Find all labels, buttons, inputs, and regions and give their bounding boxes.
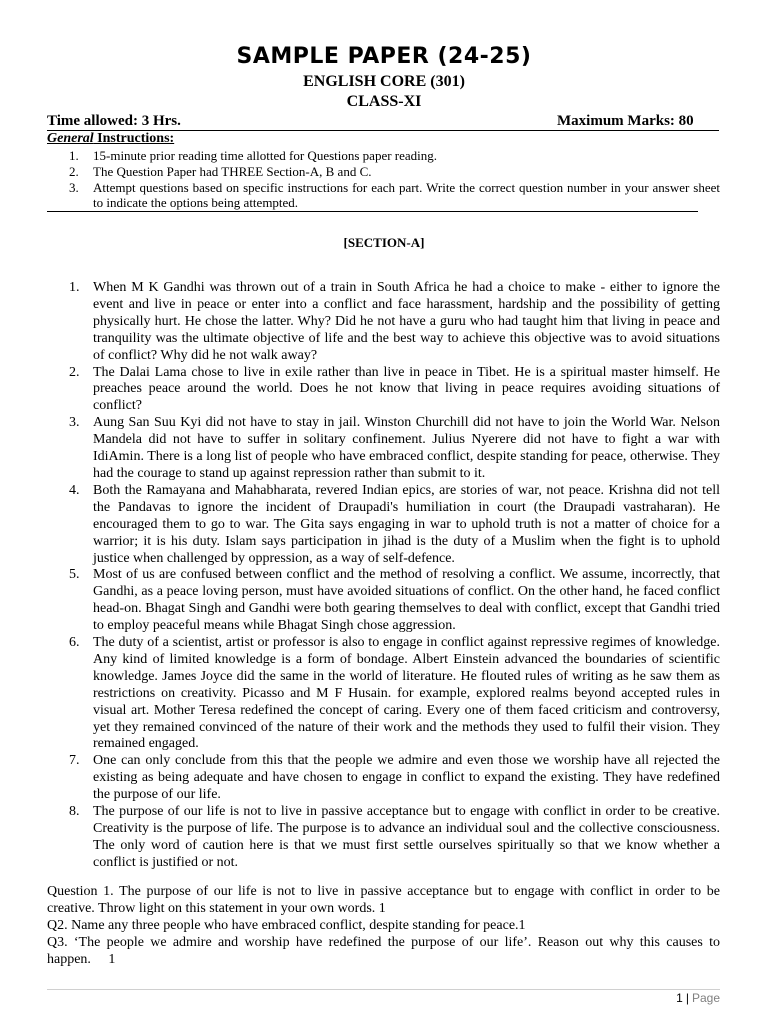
instructions-heading <box>47 131 174 147</box>
question-2: Q2. Name any three people who have embraced conflict, despite standing for peace.1 <box>47 917 526 933</box>
passage-paragraph <box>47 567 720 635</box>
passage-paragraph <box>47 415 720 483</box>
questions-block <box>47 884 720 969</box>
instruction-text: 15-minute prior reading time allotted for Questions paper reading. <box>93 148 438 163</box>
paragraph-text: One can only conclude from this that the people we admire and even those we worship have all rejected the existing as being adequate and have chosen to engage in conflict to expand the existing. They have redefined the purpose of our life. <box>93 753 720 803</box>
subject-title: ENGLISH CORE (301) <box>303 73 465 90</box>
question-1: Question 1. The purpose of our life is not to live in passive acceptance but to engage with conflict in order to be creative. Throw light on this statement in your own words. 1 <box>47 884 720 916</box>
instruction-item <box>47 164 720 180</box>
paragraph-text: Aung San Suu Kyi did not have to stay in jail. Winston Churchill did not have to join the World War. Nelson Mandela did not have to suffer in solitary confinement. Julius Nyerere did not have to fight a war with IdiAmin. There is a long list of people who have embraced conflict, despite standing for peace, otherwise. They had the courage to stand up against repression rather than submit to it. <box>93 415 720 481</box>
instruction-text: The Question Paper had THREE Section-A, B and C. <box>93 163 372 179</box>
instruction-item <box>47 148 720 164</box>
paragraph-number: 7. <box>69 753 80 769</box>
footer-separator: | <box>685 991 689 1005</box>
instructions-heading-rest: Instructions: <box>93 131 175 146</box>
paragraph-text: The Dalai Lama chose to live in exile rather than live in peace in Tibet. He is a spiritual master himself. He preaches peace around the world. Does he not know that living in peace requires avoiding situations of conflict? <box>93 364 720 414</box>
passage-list <box>47 280 720 872</box>
page-label: Page <box>691 991 720 1005</box>
paragraph-number: 6. <box>69 635 80 651</box>
instruction-number: 3. <box>69 179 79 195</box>
paragraph-number: 4. <box>69 482 80 498</box>
instructions-divider <box>47 211 698 212</box>
passage-paragraph <box>47 804 720 872</box>
footer-divider <box>47 989 720 990</box>
passage-paragraph <box>47 483 720 568</box>
paragraph-number: 3. <box>69 415 80 431</box>
time-allowed: Time allowed: 3 Hrs. <box>47 113 181 129</box>
paragraph-number: 1. <box>69 280 80 295</box>
section-label: [SECTION-A] <box>343 235 425 250</box>
instructions-list <box>47 148 720 211</box>
paragraph-text: Both the Ramayana and Mahabharata, revered Indian epics, are stories of war, not peace. Krishna did not tell the Pandavas to ignore the incident of Draupadi's humiliation in court (the Draupadi vastraharan). He encouraged them to go to war. The Gita says engaging in war to uphold truth is not a matter of choice for a warrior; it is his duty. Islam says participation in jihad is the duty of a Muslim when the fight is to uphold justice when challenged by oppression, as a way of self-defence. <box>93 482 720 566</box>
page-number: 1 <box>676 991 683 1005</box>
passage-paragraph <box>47 753 720 804</box>
instruction-number: 1. <box>69 148 79 163</box>
instruction-text: Attempt questions based on specific instructions for each part. Write the correct question number in your answer sheet to indicate the options being attempted. <box>93 179 720 211</box>
page-footer <box>0 991 720 1005</box>
paragraph-text: The duty of a scientist, artist or professor is also to engage in conflict against repressive regimes of knowledge. Any kind of limited knowledge is a form of bondage. Albert Einstein advanced the boundaries of scientific knowledge. James Joyce did the same in the world of literature. He flouted rules of writing as he saw them as restrictions on creativity. Picasso and M F Husain. for example, explored realms beyond accepted rules in visual art. Mother Teresa redefined the concept of caring. Every one of them faced criticism and controversy, yet they remained convinced of the nature of their work and the methods they used to fulfil their vision. They remained engaged. <box>93 635 720 752</box>
paragraph-text: When M K Gandhi was thrown out of a train in South Africa he had a choice to make - either to ignore the event and live in peace or enter into a conflict and face harassment, hardship and the possibility of getting physically hurt. He chose the latter. Why? Did he not have a guru who had taught him that living in peace and tranquility was the ultimate objective of life and the best way to achieve this objective was to avoid situations of conflict? Why did he not walk away? <box>93 280 720 363</box>
maximum-marks: Maximum Marks: 80 <box>557 113 694 129</box>
paper-title: SAMPLE PAPER (24-25) <box>236 44 532 69</box>
passage-paragraph <box>47 280 720 365</box>
paragraph-text: Most of us are confused between conflict and the method of resolving a conflict. We assume, incorrectly, that Gandhi, as a peace loving person, must have avoided situations of conflict. On the other hand, he faced conflict head-on. Bhagat Singh and Gandhi were both gearing themselves to deal with conflict, except that Gandhi tried to employ peaceful means while Bhagat Singh chose aggression. <box>93 567 720 634</box>
paragraph-number: 8. <box>69 804 80 820</box>
paragraph-number: 5. <box>69 567 80 583</box>
question-3: Q3. ‘The people we admire and worship have redefined the purpose of our life’. Reason out why this causes to happen. 1 <box>47 934 720 967</box>
instruction-number: 2. <box>69 163 79 179</box>
passage-paragraph <box>47 635 720 753</box>
instructions-heading-italic: General <box>47 131 94 146</box>
paragraph-number: 2. <box>69 364 80 380</box>
passage-paragraph <box>47 365 720 416</box>
paragraph-text: The purpose of our life is not to live in passive acceptance but to engage with conflict in order to be creative. Creativity is the purpose of life. The purpose is to advance an individual soul and the collective consciousness. The only word of caution here is that we must first settle ourselves spiritually so that we know whether a conflict is justified or not. <box>93 804 720 870</box>
instruction-item <box>47 180 720 212</box>
class-title: CLASS-XI <box>346 93 422 110</box>
